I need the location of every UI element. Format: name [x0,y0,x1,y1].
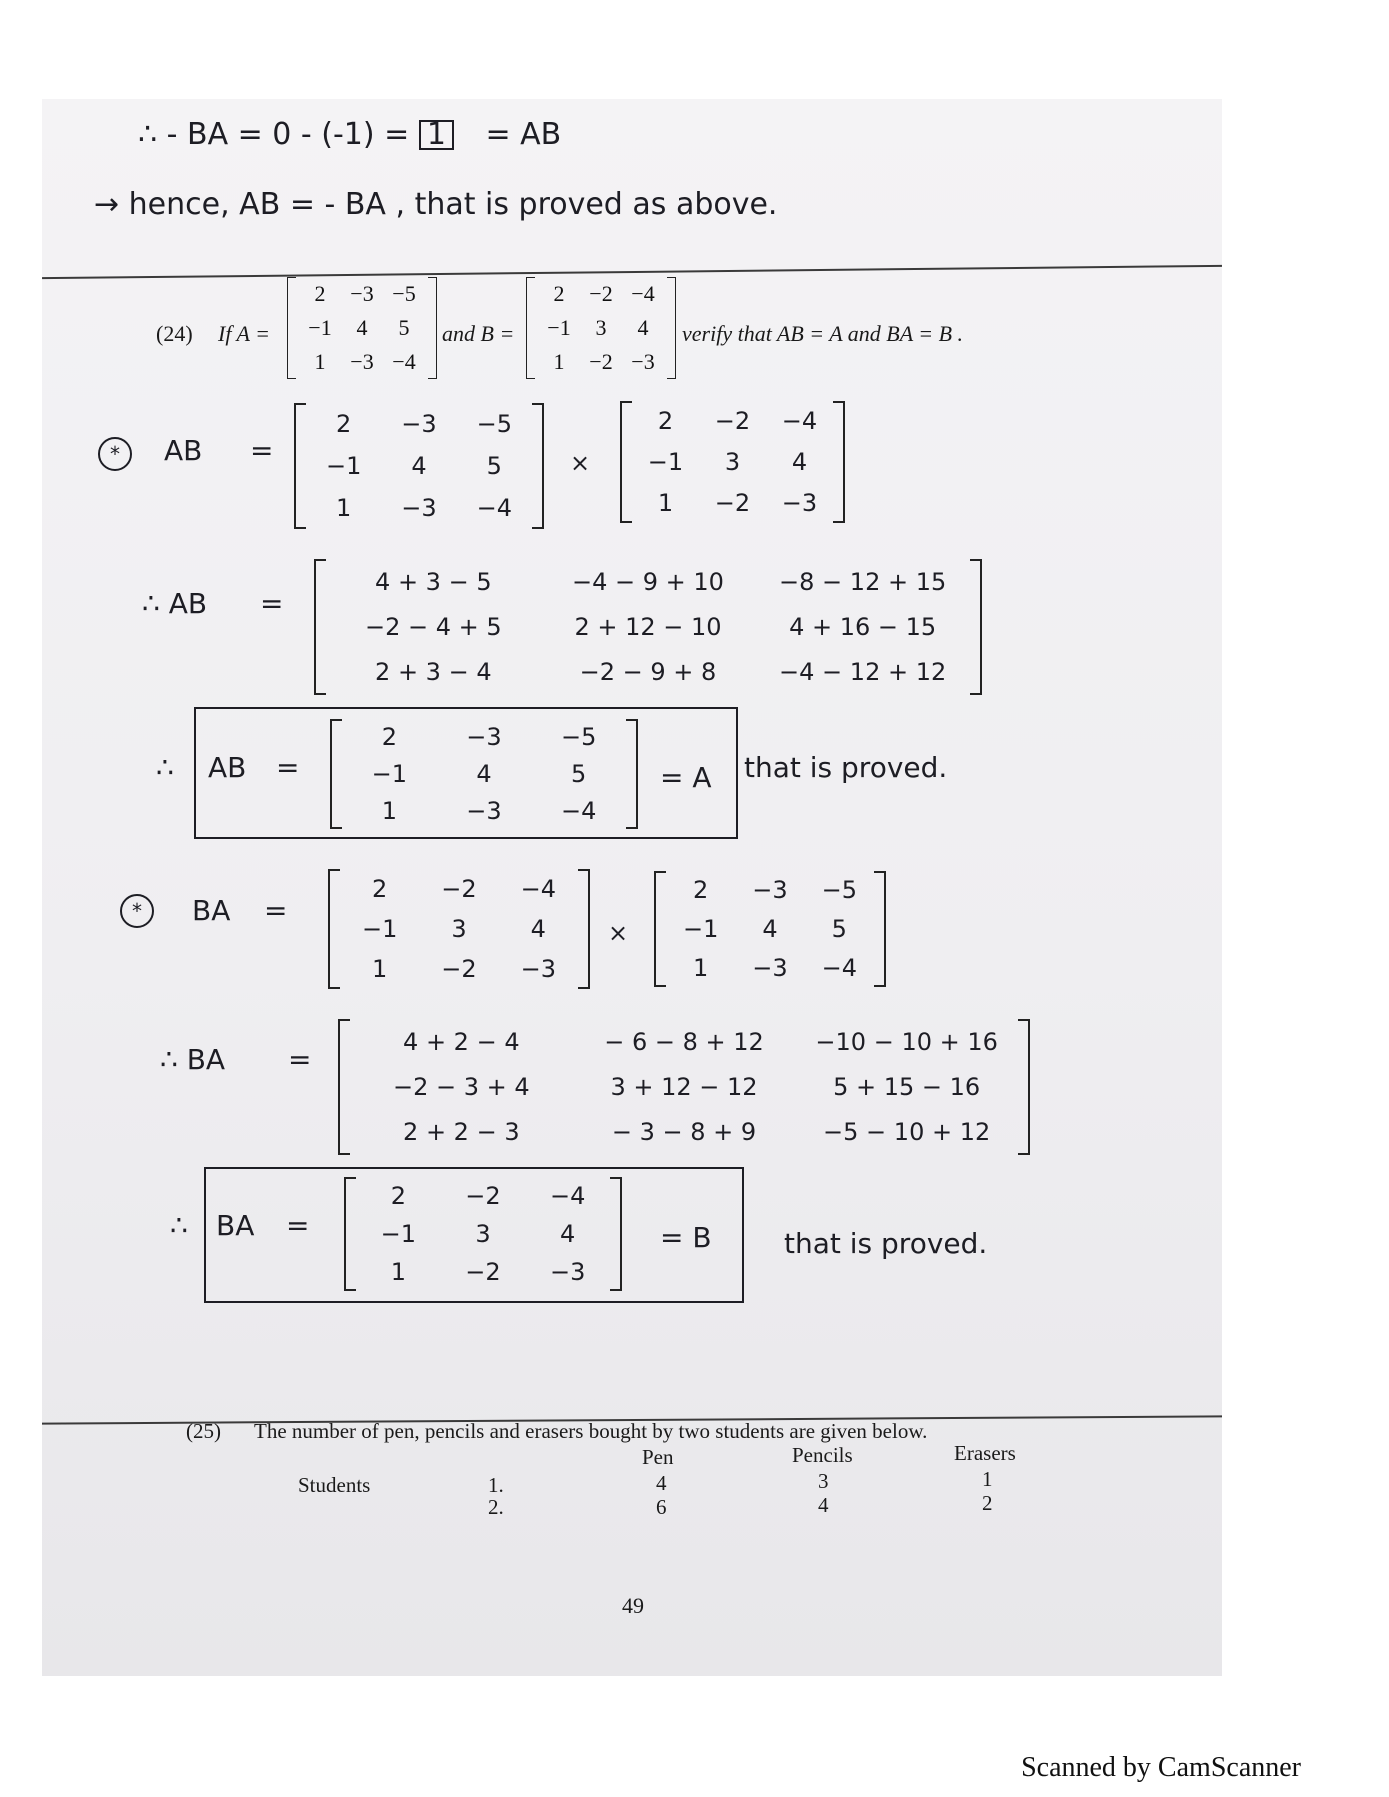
matrix-cell-r1-c1: 2 [693,876,709,905]
matrix-cell-r2-c1: −1 [308,315,332,340]
matrix-cell-r3-c3: −3 [520,955,557,983]
boxed-result: 1 [419,120,454,150]
times-sign: × [570,449,591,477]
hand-line-1-left: ∴ - BA = 0 - (-1) = [138,117,410,152]
matrix-cell-r1-c3: −4 [549,1182,586,1210]
matrix-cell-r2-c1: −1 [371,760,408,788]
matrix-cell-r2-c2: 3 [724,448,741,476]
matrix-cell-r3-c2: −2 [465,1258,501,1286]
matrix-cell-r2-c3: 4 [791,448,808,476]
hand-line-1 [138,117,561,152]
matrix-cell-r1-c1: 2 [657,407,674,436]
matrix-cell-r1-c2: −3 [466,723,502,752]
equals-B: = B [660,1221,712,1254]
equals: = [276,751,300,784]
matrix-cell-r3-c3: −4 − 12 + 12 [779,658,947,687]
matrix-cell-r2-c3: 5 [831,915,847,943]
matrix-cell-r3-c1: 1 [314,349,326,374]
therefore-ba: ∴ BA [160,1043,226,1076]
matrix-cell-r1-c3: −5 [476,410,513,438]
times-sign: × [608,919,629,947]
q24-if-text: If A = [218,321,270,346]
matrix-cell-r1-c3: −5 [560,723,597,752]
row-2-pen: 6 [656,1495,667,1519]
matrix-cell-r2-c2: 3 + 12 − 12 [610,1073,758,1101]
matrix-cell-r2-c1: −2 − 4 + 5 [365,613,502,641]
row-2-erasers: 2 [982,1491,993,1515]
matrix-cell-r3-c2: −2 [589,349,613,374]
matrix-cell-r1-c3: −4 [520,875,557,903]
matrix-cell-r2-c3: 4 + 16 − 15 [789,613,937,641]
matrix-cell-r1-c2: −3 [401,410,437,438]
matrix-cell-r3-c1: 1 [693,953,709,982]
bracket-left [294,403,306,529]
ba-expanded-matrix [338,1019,1030,1155]
q25-number: (25) [186,1419,221,1443]
matrix-cell-r3-c1: 1 [657,488,674,517]
matrix-cell-r2-c3: 5 + 15 − 16 [833,1073,981,1101]
matrix-cell-r1-c1: 2 [390,1182,406,1210]
bracket-left [330,719,342,829]
star-bullet-ba: * [120,894,154,928]
matrix-cell-r3-c1: 1 [390,1258,406,1286]
matrix-cell-r3-c2: −3 [466,796,502,825]
matrix-cell-r1-c1: 2 [381,723,397,752]
matrix-B-handwritten [328,869,590,989]
matrix-cell-r2-c3: 5 [486,452,502,480]
bracket-right [667,277,676,379]
therefore-ab: ∴ AB [142,587,208,620]
matrix-A-handwritten [654,871,886,987]
footer-watermark: Scanned by CamScanner [1021,1752,1301,1783]
students-label: Students [298,1473,371,1497]
matrix-cell-r3-c2: −3 [350,349,374,374]
therefore: ∴ [156,751,174,784]
matrix-cell-r3-c2: −3 [401,494,437,522]
matrix-cell-r3-c3: −5 − 10 + 12 [823,1118,991,1147]
matrix-cell-r2-c2: 4 [762,915,778,943]
matrix-cell-r2-c2: 4 [476,760,492,788]
bracket-right [1018,1019,1030,1155]
matrix-cell-r3-c2: −2 − 9 + 8 [579,658,717,687]
bracket-left [338,1019,350,1155]
matrix-cell-r2-c2: 4 [411,452,427,480]
matrix-cell-r1-c3: −8 − 12 + 15 [779,567,947,596]
hand-line-2: → hence, AB = - BA , that is proved as above. [94,187,778,222]
bracket-left [314,559,326,695]
row-2-index: 2. [488,1495,504,1519]
matrix-cell-r3-c3: −3 [549,1258,586,1286]
matrix-cell-r2-c2: 3 [595,315,607,340]
bracket-right [833,401,845,523]
scanned-page [42,99,1222,1676]
matrix-cell-r3-c2: −2 [714,488,751,517]
equals: = [264,894,288,927]
bracket-left [526,277,535,379]
matrix-cell-r3-c1: 1 [372,955,388,983]
matrix-cell-r1-c3: −5 [392,281,416,306]
matrix-cell-r2-c1: −1 [325,452,362,480]
ba-label: BA [216,1209,255,1242]
bracket-left [344,1177,356,1291]
matrix-cell-r2-c1: −1 [647,448,684,476]
matrix-cell-r1-c1: 4 + 3 − 5 [375,567,492,596]
matrix-A-printed [287,277,437,379]
star-bullet-ab: * [98,437,132,471]
matrix-cell-r2-c1: −1 [361,915,398,943]
bracket-right [578,869,590,989]
bracket-right [610,1177,622,1291]
matrix-cell-r2-c2: 3 [451,915,467,943]
matrix-cell-r1-c2: −3 [752,876,788,905]
matrix-cell-r1-c1: 2 [372,875,388,903]
matrix-B-printed [526,277,676,379]
col-pencils: Pencils [792,1443,853,1467]
bracket-right [874,871,886,987]
q24-and-text: and B = [442,321,515,346]
matrix-cell-r3-c3: −4 [821,953,858,982]
matrix-cell-r3-c2: − 3 − 8 + 9 [611,1118,757,1147]
equals: = [286,1209,310,1242]
equals: = [288,1043,312,1076]
matrix-cell-r3-c3: −4 [560,796,597,825]
ab-expanded-matrix [314,559,982,695]
matrix-cell-r2-c3: 5 [398,315,410,340]
matrix-cell-r2-c2: 3 [475,1220,491,1248]
bracket-left [328,869,340,989]
matrix-cell-r2-c1: −2 − 3 + 4 [393,1073,530,1101]
matrix-cell-r3-c3: −4 [476,494,513,522]
bracket-left [287,277,296,379]
matrix-cell-r3-c3: −3 [781,488,818,517]
page-number: 49 [622,1593,644,1618]
matrix-cell-r1-c2: −3 [350,281,374,306]
matrix-cell-r1-c2: −4 − 9 + 10 [572,567,724,596]
matrix-cell-r3-c3: −3 [631,349,655,374]
col-erasers: Erasers [954,1441,1016,1465]
ab-label: AB [208,751,247,784]
matrix-B-handwritten [620,401,845,523]
matrix-cell-r1-c1: 4 + 2 − 4 [403,1027,520,1056]
row-1-erasers: 1 [982,1467,993,1491]
bracket-right [532,403,544,529]
matrix-cell-r1-c1: 2 [314,281,326,306]
matrix-cell-r1-c3: −4 [781,407,818,436]
matrix-A-handwritten [294,403,544,529]
matrix-cell-r2-c1: −1 [547,315,571,340]
matrix-cell-r3-c2: −3 [752,953,788,982]
matrix-cell-r2-c3: 4 [530,915,546,943]
matrix-cell-r3-c1: 1 [336,494,352,522]
q24-tail: verify that AB = A and BA = B . [682,321,964,346]
therefore: ∴ [170,1209,188,1242]
matrix-cell-r1-c1: 2 [553,281,565,306]
bracket-right [626,719,638,829]
ab-result-matrix [330,719,638,829]
row-1-pen: 4 [656,1471,667,1495]
proved-ba: that is proved. [784,1227,988,1260]
matrix-cell-r3-c2: −2 [441,955,477,983]
row-2-pencils: 4 [818,1493,829,1517]
matrix-cell-r2-c3: 4 [560,1220,576,1248]
matrix-cell-r1-c3: −4 [631,281,655,306]
matrix-cell-r3-c3: −4 [392,349,416,374]
matrix-cell-r2-c2: 4 [356,315,368,340]
q25-text: The number of pen, pencils and erasers bought by two students are given below. [254,1419,928,1443]
matrix-cell-r1-c1: 2 [336,410,352,438]
matrix-cell-r1-c3: −5 [821,876,858,905]
ba-result-matrix [344,1177,622,1291]
proved-ab: that is proved. [744,751,948,784]
matrix-cell-r3-c1: 2 + 3 − 4 [375,658,492,687]
ab-label: AB [164,434,203,467]
equals: = [250,434,274,467]
matrix-cell-r1-c2: −2 [714,407,751,436]
col-pen: Pen [642,1445,674,1469]
matrix-cell-r2-c1: −1 [682,915,719,943]
matrix-cell-r1-c2: −2 [441,875,477,903]
matrix-cell-r2-c3: 4 [637,315,649,340]
row-1-pencils: 3 [818,1469,829,1493]
matrix-cell-r1-c3: −10 − 10 + 16 [815,1027,998,1056]
bracket-left [620,401,632,523]
bracket-right [428,277,437,379]
matrix-cell-r2-c2: 2 + 12 − 10 [574,613,722,641]
matrix-cell-r2-c1: −1 [380,1220,417,1248]
q24-number: (24) [156,321,193,346]
matrix-cell-r1-c2: −2 [465,1182,501,1210]
matrix-cell-r3-c1: 1 [381,796,397,825]
equals: = [260,587,284,620]
bracket-left [654,871,666,987]
matrix-cell-r3-c1: 1 [553,349,565,374]
row-1-index: 1. [488,1473,504,1497]
ba-label: BA [192,894,231,927]
hand-line-1-right: = AB [485,117,562,152]
matrix-cell-r3-c1: 2 + 2 − 3 [403,1118,520,1147]
matrix-cell-r1-c2: −2 [589,281,613,306]
bracket-right [970,559,982,695]
equals-A: = A [660,761,712,794]
matrix-cell-r1-c2: − 6 − 8 + 12 [604,1027,764,1056]
matrix-cell-r2-c3: 5 [571,760,587,788]
